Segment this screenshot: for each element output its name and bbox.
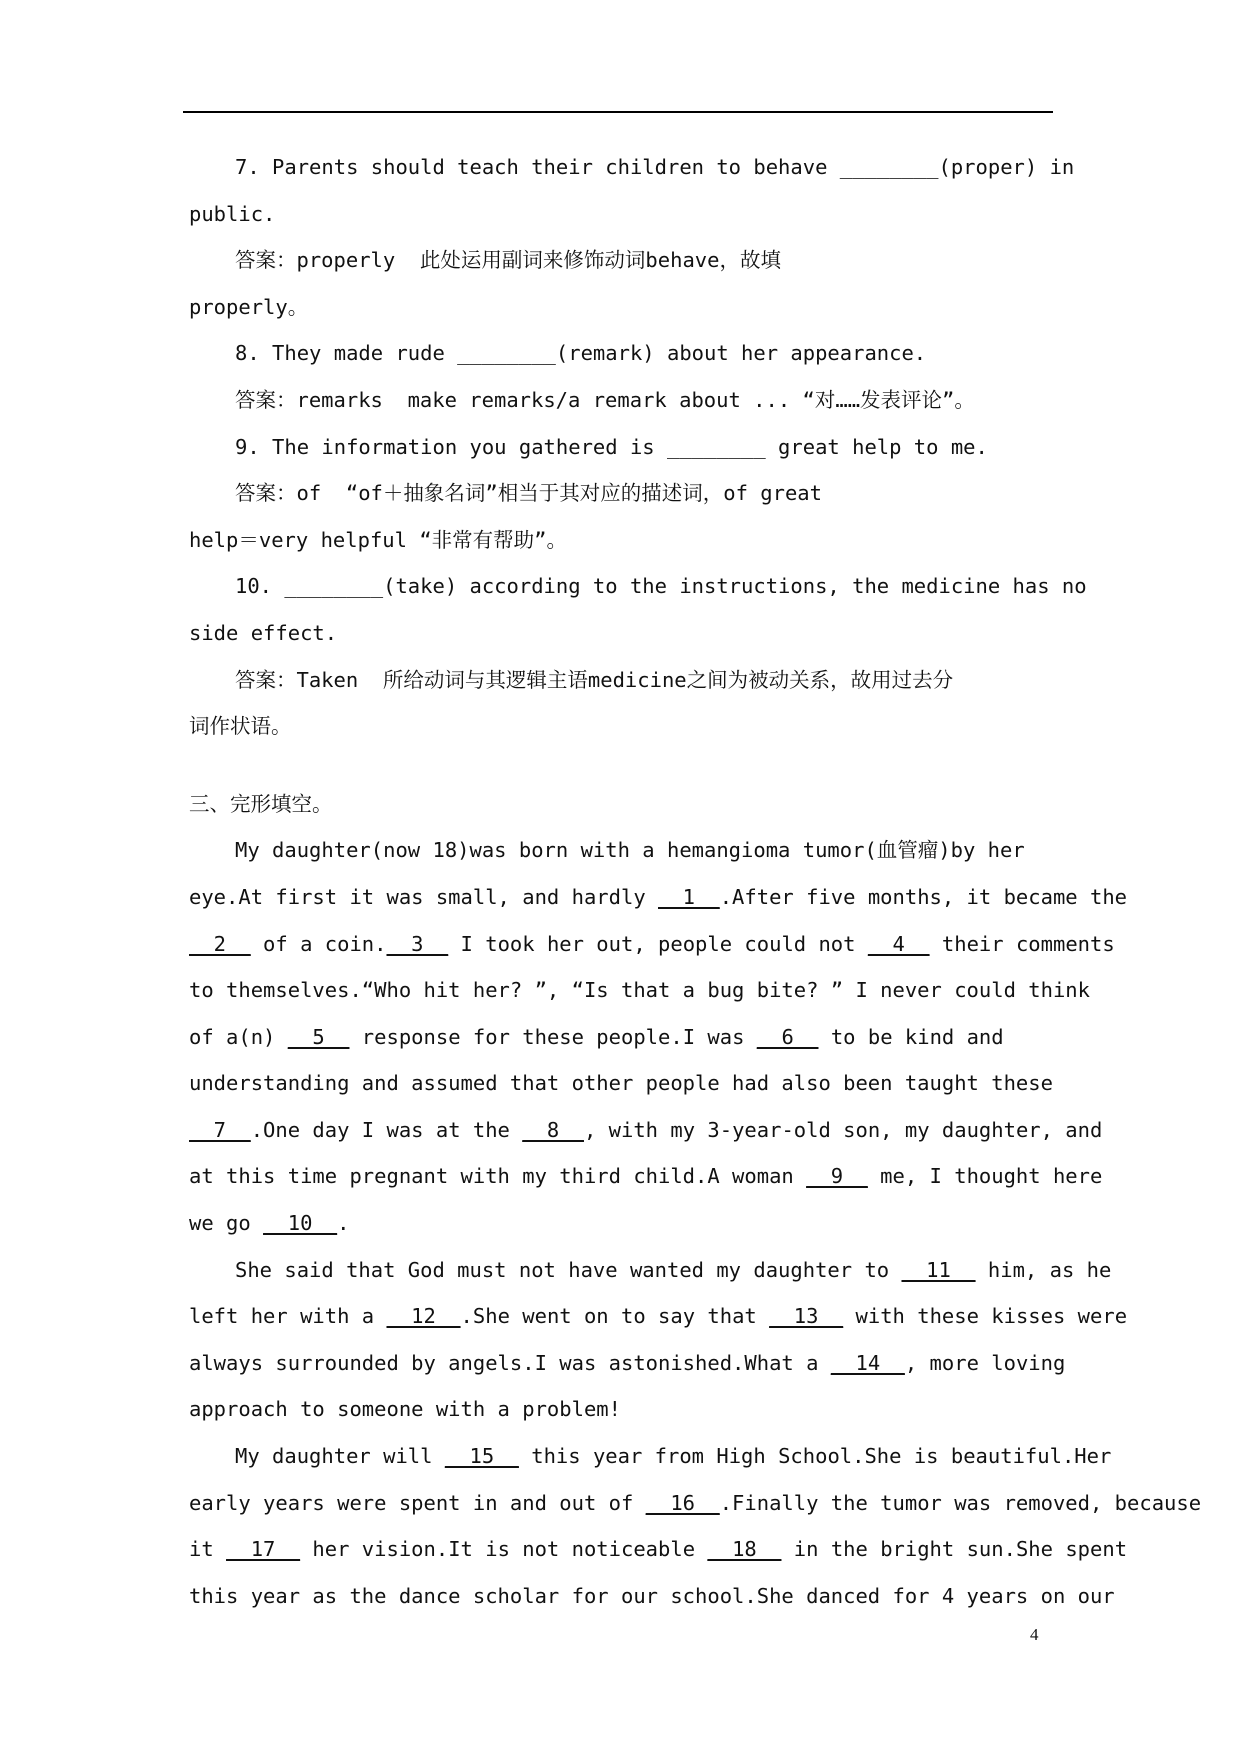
cloze-text: . <box>337 1211 350 1236</box>
question-9: 9. The information you gathered is ________ great help to me. <box>235 434 988 459</box>
cloze-text: this year as the dance scholar for our school.She danced for 4 years on our <box>189 1583 1115 1608</box>
cloze-passage <box>189 827 1202 1619</box>
cloze-blank: __9__ <box>806 1164 868 1189</box>
cloze-line <box>189 1526 1128 1573</box>
cloze-blank: __7__ <box>189 1117 251 1142</box>
answer-9-line-2: help＝very helpful “非常有帮助”。 <box>189 527 567 552</box>
cloze-text: My daughter(now 18)was born with a hemangioma tumor(血管瘤)by her <box>235 838 1025 863</box>
header-rule <box>183 111 1053 113</box>
cloze-text: .After five months, it became the <box>719 884 1128 909</box>
cloze-line <box>189 1433 1112 1480</box>
cloze-blank: __3__ <box>386 931 449 956</box>
cloze-text: , with my 3-year-old son, my daughter, and <box>583 1117 1103 1142</box>
question-10-line-2: side effect. <box>189 620 338 645</box>
cloze-blank: __11__ <box>901 1257 976 1282</box>
cloze-text: .Finally the tumor was removed, because <box>719 1490 1202 1515</box>
cloze-text: me, I thought here <box>867 1164 1103 1189</box>
question-10-line-1: 10. ________(take) according to the instructions, the medicine has no <box>235 574 1087 599</box>
answer-10-line-1: 答案：Taken 所给动词与其逻辑主语medicine之间为被动关系，故用过去分 <box>235 667 954 692</box>
cloze-blank: __10__ <box>263 1211 338 1236</box>
answer-9-line-1: 答案：of “of＋抽象名词”相当于其对应的描述词，of great <box>235 481 822 506</box>
cloze-blank: __8__ <box>522 1117 584 1142</box>
cloze-text: to themselves.“Who hit her? ”, “Is that a bug bite? ” I never could think <box>189 978 1090 1003</box>
cloze-text: her vision.It is not noticeable <box>300 1537 708 1562</box>
cloze-line <box>189 1573 1115 1620</box>
cloze-blank: __5__ <box>287 1024 350 1049</box>
cloze-text: this year from High School.She is beautiful.Her <box>518 1444 1112 1469</box>
question-7-line-1: 7. Parents should teach their children to behave ________(proper) in <box>235 155 1075 179</box>
cloze-text: eye.At first it was small, and hardly <box>189 884 658 909</box>
cloze-text: with these kisses were <box>843 1304 1128 1329</box>
cloze-blank: __4__ <box>867 931 930 956</box>
cloze-text: early years were spent in and out of <box>189 1490 646 1515</box>
section-title: 三、完形填空。 <box>189 791 333 816</box>
cloze-blank: __17__ <box>226 1537 301 1562</box>
cloze-line <box>189 921 1115 968</box>
cloze-text: him, as he <box>975 1257 1112 1282</box>
cloze-text: it <box>189 1537 227 1562</box>
cloze-text: of a(n) <box>189 1024 288 1049</box>
cloze-text: their comments <box>929 931 1115 956</box>
cloze-line <box>189 1200 1109 1247</box>
cloze-blank: __13__ <box>769 1304 844 1329</box>
cloze-text: approach to someone with a problem! <box>189 1397 621 1422</box>
cloze-text: at this time pregnant with my third child.A woman <box>189 1164 807 1189</box>
cloze-line <box>189 1107 1109 1154</box>
cloze-line <box>189 1386 1109 1433</box>
cloze-text: understanding and assumed that other people had also been taught these <box>189 1071 1053 1096</box>
cloze-blank: __6__ <box>756 1024 819 1049</box>
cloze-text: to be kind and <box>818 1024 1004 1049</box>
question-8: 8. They made rude ________(remark) about her appearance. <box>235 341 927 366</box>
cloze-text: .One day I was at the <box>250 1117 523 1142</box>
cloze-text: She said that God must not have wanted my daughter to <box>235 1257 902 1282</box>
cloze-blank: __14__ <box>830 1350 905 1375</box>
answer-7-line-1: 答案：properly 此处运用副词来修饰动词behave，故填 <box>235 248 781 273</box>
cloze-blank: __12__ <box>386 1304 461 1329</box>
cloze-line <box>189 1340 1109 1387</box>
cloze-line <box>189 967 1109 1014</box>
cloze-text: we go <box>189 1211 264 1236</box>
answer-10-line-2: 词作状语。 <box>189 714 292 739</box>
answer-7-line-2: properly。 <box>189 294 309 319</box>
cloze-blank: __2__ <box>189 931 251 956</box>
cloze-line <box>189 1153 1109 1200</box>
cloze-text: .She went on to say that <box>460 1304 770 1329</box>
cloze-text: , more loving <box>904 1350 1066 1375</box>
cloze-line <box>189 1293 1128 1340</box>
cloze-text: in the bright sun.She spent <box>781 1537 1128 1562</box>
page-number: 4 <box>1030 1625 1039 1644</box>
cloze-line <box>189 874 1128 921</box>
cloze-line <box>189 827 1109 874</box>
answer-8: 答案：remarks make remarks/a remark about ... “对……发表评论”。 <box>235 387 975 412</box>
cloze-text: left her with a <box>189 1304 387 1329</box>
cloze-blank: __18__ <box>707 1537 782 1562</box>
cloze-text: of a coin. <box>250 931 387 956</box>
cloze-blank: __1__ <box>658 884 720 909</box>
cloze-text: always surrounded by angels.I was astonished.What a <box>189 1350 831 1375</box>
cloze-line <box>189 1060 1109 1107</box>
cloze-line <box>189 1480 1202 1527</box>
page-body <box>189 144 1202 1619</box>
question-7-line-2: public. <box>189 201 276 226</box>
cloze-text: response for these people.I was <box>349 1024 757 1049</box>
cloze-line <box>189 1247 1112 1294</box>
cloze-line <box>189 1014 1109 1061</box>
cloze-text: I took her out, people could not <box>448 931 868 956</box>
cloze-blank: __15__ <box>444 1444 519 1469</box>
cloze-text: My daughter will <box>235 1444 445 1469</box>
cloze-blank: __16__ <box>645 1490 720 1515</box>
